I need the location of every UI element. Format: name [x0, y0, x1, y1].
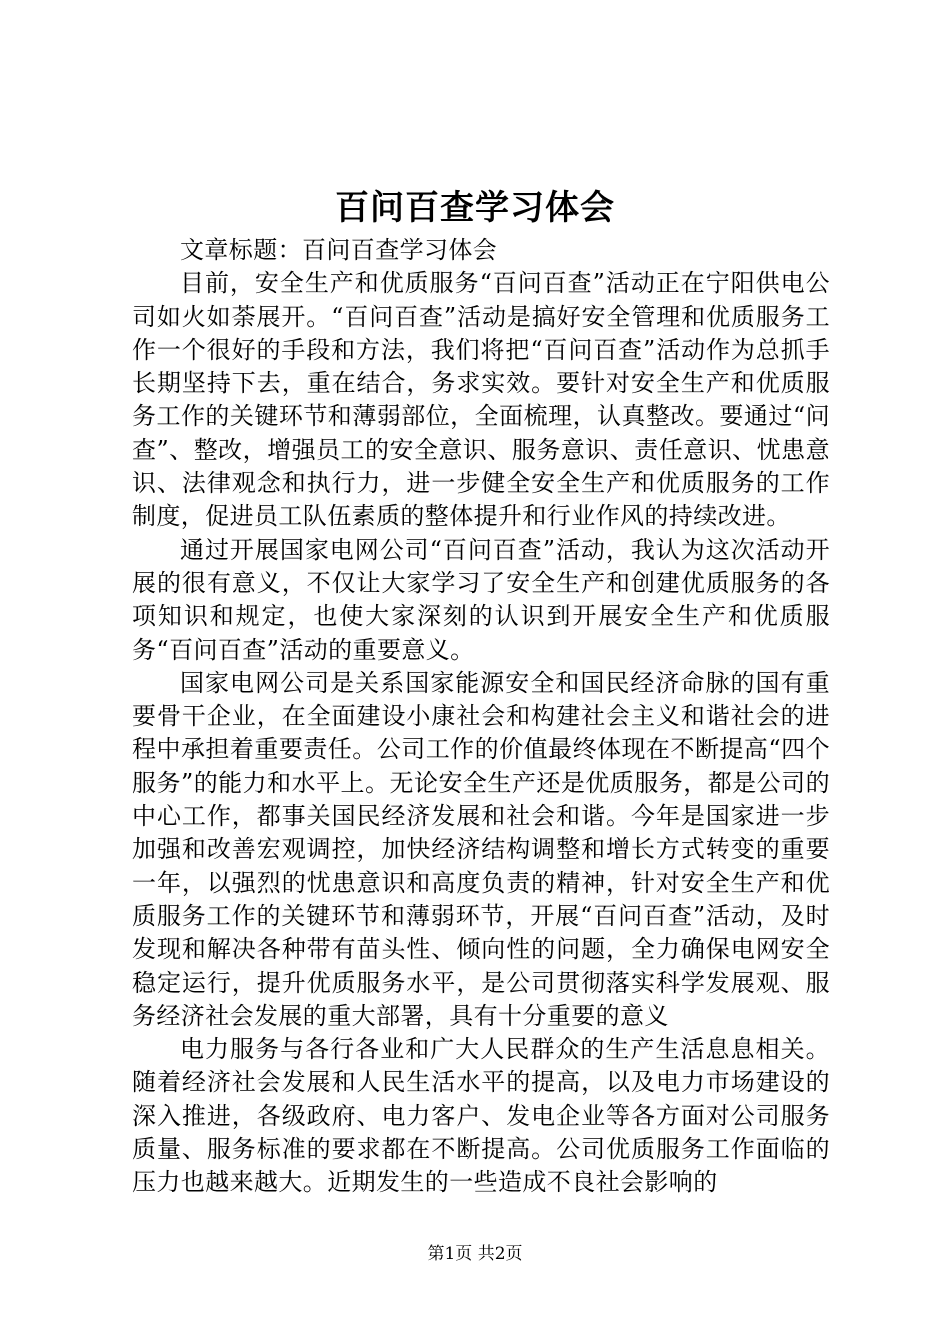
article-title-line: 文章标题：百问百查学习体会: [180, 236, 498, 264]
page-footer: 第1页 共2页: [427, 1244, 523, 1264]
document-body: [132, 234, 830, 1200]
body-paragraph-3: 国家电网公司是关系国家能源安全和国民经济命脉的国有重要骨干企业，在全面建设小康社会和构建社会主义和谐社会的进程中承担着重要责任。公司工作的价值最终体现在不断提高“四个服务”的能力和水平上。无论安全生产还是优质服务，都是公司的中心工作，都事关国民经济发展和社会和谐。今年是国家进一步加强和改善宏观调控，加快经济结构调整和增长方式转变的重要一年，以强烈的忧患意识和高度负责的精神，针对安全生产和优质服务工作的关键环节和薄弱环节，开展“百问百查”活动，及时发现和解决各种带有苗头性、倾向性的问题，全力确保电网安全稳定运行，提升优质服务水平，是公司贯彻落实科学发展观、服务经济社会发展的重大部署，具有十分重要的意义: [132, 668, 830, 1030]
body-paragraph-2: 通过开展国家电网公司“百问百查”活动，我认为这次活动开展的很有意义，不仅让大家学习了安全生产和创建优质服务的各项知识和规定，也使大家深刻的认识到开展安全生产和优质服务“百问百查”活动的重要意义。: [132, 535, 830, 664]
body-paragraph-4: 电力服务与各行各业和广大人民群众的生产生活息息相关。随着经济社会发展和人民生活水平的提高，以及电力市场建设的深入推进，各级政府、电力客户、发电企业等各方面对公司服务质量、服务标准的要求都在不断提高。公司优质服务工作面临的压力也越来越大。近期发生的一些造成不良社会影响的: [132, 1035, 830, 1197]
body-paragraph-1: 目前，安全生产和优质服务“百问百查”活动正在宁阳供电公司如火如荼展开。“百问百查”活动是搞好安全管理和优质服务工作一个很好的手段和方法，我们将把“百问百查”活动作为总抓手长期坚持下去，重在结合，务求实效。要针对安全生产和优质服务工作的关键环节和薄弱部位，全面梳理，认真整改。要通过“问查”、整改，增强员工的安全意识、服务意识、责任意识、忧患意识、法律观念和执行力，进一步健全安全生产和优质服务的工作制度，促进员工队伍素质的整体提升和行业作风的持续改进。: [132, 269, 830, 531]
document-title: 百问百查学习体会: [335, 188, 615, 228]
